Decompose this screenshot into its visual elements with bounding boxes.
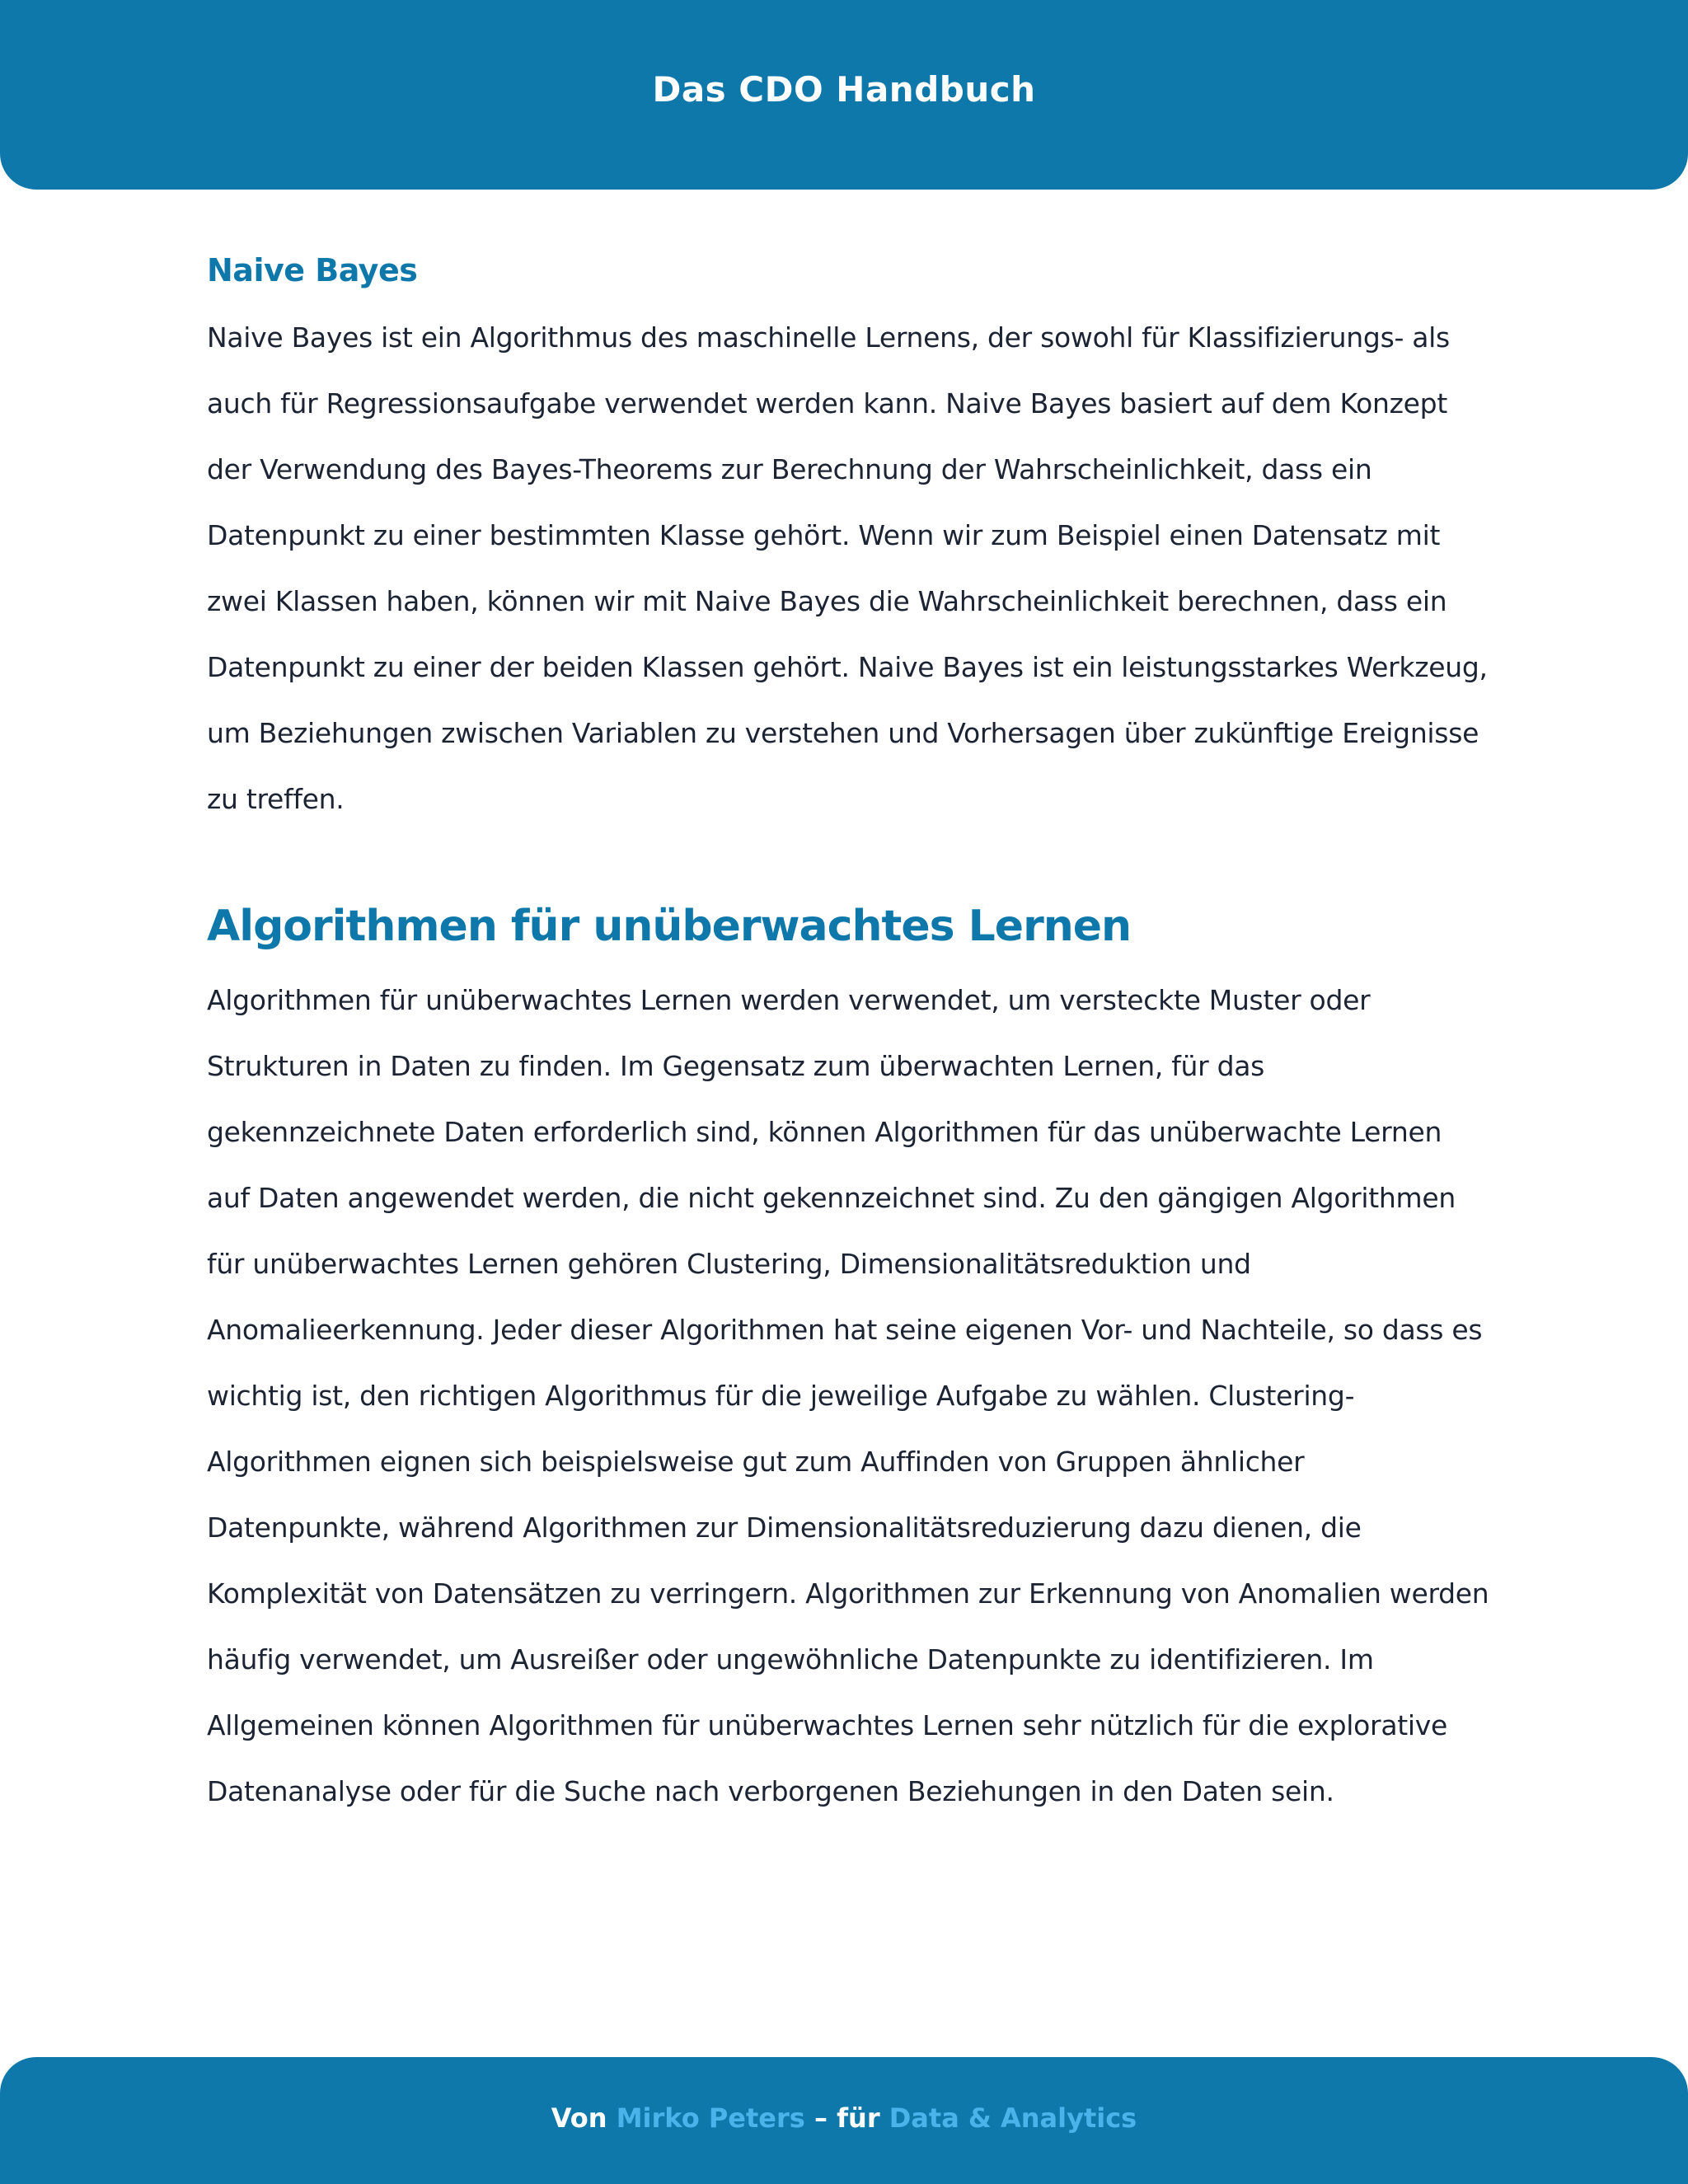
- footer-topic: Data & Analytics: [889, 2102, 1137, 2134]
- section-heading-unsupervised-learning: Algorithmen für unüberwachtes Lernen: [207, 902, 1132, 951]
- section-heading-naive-bayes: Naive Bayes: [207, 252, 418, 288]
- page-content: [207, 244, 1493, 1825]
- document-title: Das CDO Handbuch: [652, 69, 1036, 110]
- section-body-naive-bayes: Naive Bayes ist ein Algorithmus des maschinelle Lernens, der sowohl für Klassifizierungs- als auch für Regressionsaufgabe verwendet werden kann. Naive Bayes basiert auf dem Konzept der Verwendung des Bayes-Theorems zur Berechnung der Wahrscheinlichkeit, dass ein Datenpunkt zu einer bestimmten Klasse gehört. Wenn wir zum Beispiel einen Datensatz mit zwei Klassen haben, können wir mit Naive Bayes die Wahrscheinlichkeit berechnen, dass ein Datenpunkt zu einer der beiden Klassen gehört. Naive Bayes ist ein leistungsstarkes Werkzeug, um Beziehungen zwischen Variablen zu verstehen und Vorhersagen über zukünftige Ereignisse zu treffen.: [207, 321, 1488, 815]
- footer-middle: – für: [804, 2102, 889, 2134]
- footer-prefix: Von: [551, 2102, 617, 2134]
- page-header: [0, 0, 1688, 190]
- page-footer: [0, 2057, 1688, 2184]
- section-body-unsupervised-learning: Algorithmen für unüberwachtes Lernen werden verwendet, um versteckte Muster oder Strukturen in Daten zu finden. Im Gegensatz zum überwachten Lernen, für das gekennzeichnete Daten erforderlich sind, können Algorithmen für das unüberwachte Lernen auf Daten angewendet werden, die nicht gekennzeichnet sind. Zu den gängigen Algorithmen für unüberwachtes Lernen gehören Clustering, Dimensionalitätsreduktion und Anomalieerkennung. Jeder dieser Algorithmen hat seine eigenen Vor- und Nachteile, so dass es wichtig ist, den richtigen Algorithmus für die jeweilige Aufgabe zu wählen. Clustering-Algorithmen eignen sich beispielsweise gut zum Auffinden von Gruppen ähnlicher Datenpunkte, während Algorithmen zur Dimensionalitätsreduzierung dazu dienen, die Komplexität von Datensätzen zu verringern. Algorithmen zur Erkennung von Anomalien werden häufig verwendet, um Ausreißer oder ungewöhnliche Datenpunkte zu identifizieren. Im Allgemeinen können Algorithmen für unüberwachtes Lernen sehr nützlich für die explorative Datenanalyse oder für die Suche nach verborgenen Beziehungen in den Daten sein.: [207, 984, 1489, 1807]
- footer-author: Mirko Peters: [616, 2102, 805, 2134]
- footer-credit: [0, 2102, 1688, 2134]
